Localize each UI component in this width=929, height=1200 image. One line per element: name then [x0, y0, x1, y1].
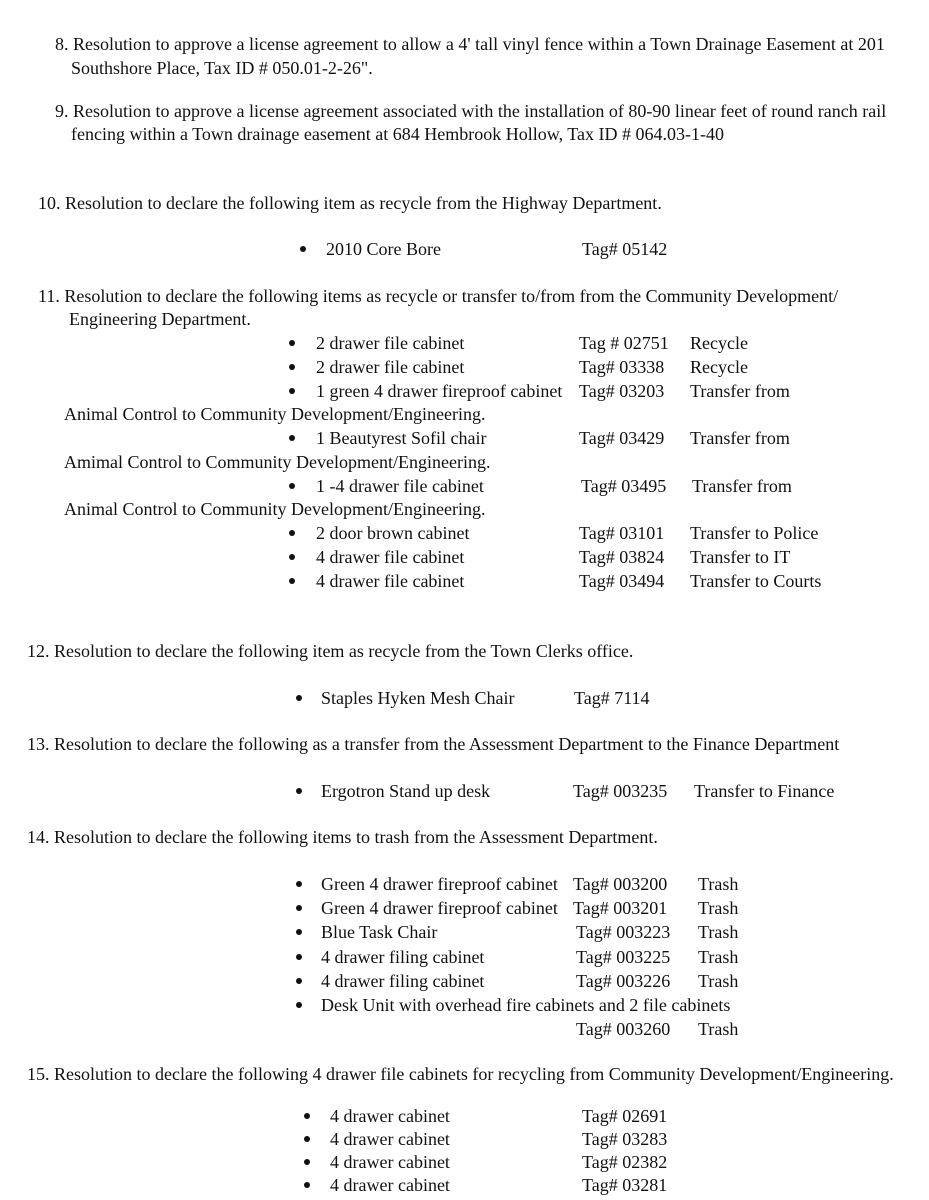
item-name: 4 drawer filing cabinet — [321, 971, 485, 991]
bullet-icon — [300, 246, 306, 252]
item-tag: Tag# 003200 — [573, 874, 668, 894]
item-status: Transfer from — [690, 428, 790, 448]
item-tag: Tag# 03429 — [579, 428, 665, 448]
item-name: 4 drawer file cabinet — [316, 571, 465, 591]
item-name: Green 4 drawer fireproof cabinet — [321, 898, 558, 918]
item-name: 4 drawer cabinet — [330, 1152, 450, 1172]
resolution-10-line-1: 10. Resolution to declare the following item as recycle from the Highway Department. — [38, 193, 662, 213]
item-name: 2 drawer file cabinet — [316, 357, 465, 377]
resolution-13-line-1: 13. Resolution to declare the following as a transfer from the Assessment Department to the Finance Department — [27, 734, 840, 754]
bullet-icon — [296, 929, 302, 935]
bullet-icon — [289, 578, 295, 584]
item-status: Transfer from — [690, 381, 790, 401]
item-name: 1 Beautyrest Sofil chair — [316, 428, 487, 448]
bullet-icon — [289, 435, 295, 441]
item-tag: Tag# 03283 — [582, 1129, 668, 1149]
item-tag: Tag# 003201 — [573, 898, 668, 918]
bullet-icon — [304, 1182, 310, 1188]
item-name: 4 drawer cabinet — [330, 1129, 450, 1149]
item-status: Trash — [698, 971, 739, 991]
item-status: Transfer to Courts — [690, 571, 822, 591]
item-status: Recycle — [690, 357, 748, 377]
item-status: Transfer from — [692, 476, 792, 496]
item-name: Green 4 drawer fireproof cabinet — [321, 874, 558, 894]
bullet-icon — [296, 978, 302, 984]
bullet-icon — [296, 788, 302, 794]
item-status: Transfer to IT — [690, 547, 791, 567]
resolution-8-line-2: Southshore Place, Tax ID # 050.01-2-26". — [71, 58, 373, 78]
bullet-icon — [304, 1136, 310, 1142]
item-name: 4 drawer file cabinet — [316, 547, 465, 567]
bullet-icon — [289, 340, 295, 346]
resolution-11-line-2: Engineering Department. — [69, 309, 251, 329]
item-tag: Tag# 003235 — [573, 781, 668, 801]
item-tag: Tag# 03338 — [579, 357, 665, 377]
item-tag: Tag# 03101 — [579, 523, 665, 543]
item-name: Blue Task Chair — [321, 922, 438, 942]
item-tag: Tag# 003223 — [576, 922, 671, 942]
item-tag: Tag# 03203 — [579, 381, 665, 401]
item-name: Ergotron Stand up desk — [321, 781, 491, 801]
item-name: Staples Hyken Mesh Chair — [321, 688, 515, 708]
item-tag: Tag# 7114 — [574, 688, 650, 708]
item-continuation: Amimal Control to Community Development/Engineering. — [64, 452, 491, 472]
item-status: Transfer to Police — [690, 523, 819, 543]
item-continuation: Animal Control to Community Development/Engineering. — [64, 499, 486, 519]
item-name: 4 drawer cabinet — [330, 1106, 450, 1126]
item-status: Recycle — [690, 333, 748, 353]
bullet-icon — [289, 530, 295, 536]
item-tag: Tag# 003260 — [576, 1019, 671, 1039]
bullet-icon — [296, 695, 302, 701]
item-name: 2 door brown cabinet — [316, 523, 470, 543]
resolution-11-line-1: 11. Resolution to declare the following items as recycle or transfer to/from from the Community Development/ — [38, 286, 839, 306]
item-status: Trash — [698, 947, 739, 967]
item-status: Trash — [698, 898, 739, 918]
item-tag: Tag# 02382 — [582, 1152, 668, 1172]
item-name: 4 drawer filing cabinet — [321, 947, 485, 967]
resolution-14-line-1: 14. Resolution to declare the following items to trash from the Assessment Department. — [27, 827, 658, 847]
item-continuation: Animal Control to Community Development/Engineering. — [64, 404, 486, 424]
resolution-12-line-1: 12. Resolution to declare the following item as recycle from the Town Clerks office. — [27, 641, 634, 661]
item-tag: Tag# 02691 — [582, 1106, 668, 1126]
resolution-9-line-1: 9. Resolution to approve a license agreement associated with the installation of 80-90 linear feet of round ranch rail — [55, 101, 887, 121]
item-tag: Tag# 003226 — [576, 971, 671, 991]
item-name: 4 drawer cabinet — [330, 1175, 450, 1195]
item-tag: Tag# 03494 — [579, 571, 665, 591]
item-tag: Tag# 03495 — [581, 476, 667, 496]
resolution-15-line-1: 15. Resolution to declare the following 4 drawer file cabinets for recycling from Community Development/Engineering. — [27, 1064, 894, 1084]
item-status: Trash — [698, 922, 739, 942]
resolution-9-line-2: fencing within a Town drainage easement at 684 Hembrook Hollow, Tax ID # 064.03-1-40 — [71, 124, 724, 144]
bullet-icon — [304, 1113, 310, 1119]
bullet-icon — [296, 905, 302, 911]
item-name: 1 green 4 drawer fireproof cabinet — [316, 381, 563, 401]
bullet-icon — [289, 483, 295, 489]
bullet-icon — [289, 388, 295, 394]
bullet-icon — [289, 554, 295, 560]
bullet-icon — [296, 881, 302, 887]
bullet-icon — [296, 1002, 302, 1008]
item-name: 2 drawer file cabinet — [316, 333, 465, 353]
item-status: Trash — [698, 874, 739, 894]
bullet-icon — [289, 364, 295, 370]
item-status: Transfer to Finance — [694, 781, 835, 801]
item-tag: Tag# 003225 — [576, 947, 671, 967]
item-name: Desk Unit with overhead fire cabinets and 2 file cabinets — [321, 995, 731, 1015]
item-status: Trash — [698, 1019, 739, 1039]
item-tag: Tag# 05142 — [582, 239, 668, 259]
item-tag: Tag # 02751 — [579, 333, 669, 353]
bullet-icon — [296, 954, 302, 960]
item-tag: Tag# 03824 — [579, 547, 665, 567]
resolution-8-line-1: 8. Resolution to approve a license agreement to allow a 4' tall vinyl fence within a Town Drainage Easement at 201 — [55, 34, 885, 54]
bullet-icon — [304, 1159, 310, 1165]
item-name: 2010 Core Bore — [326, 239, 441, 259]
item-name: 1 -4 drawer file cabinet — [316, 476, 484, 496]
item-tag: Tag# 03281 — [582, 1175, 668, 1195]
